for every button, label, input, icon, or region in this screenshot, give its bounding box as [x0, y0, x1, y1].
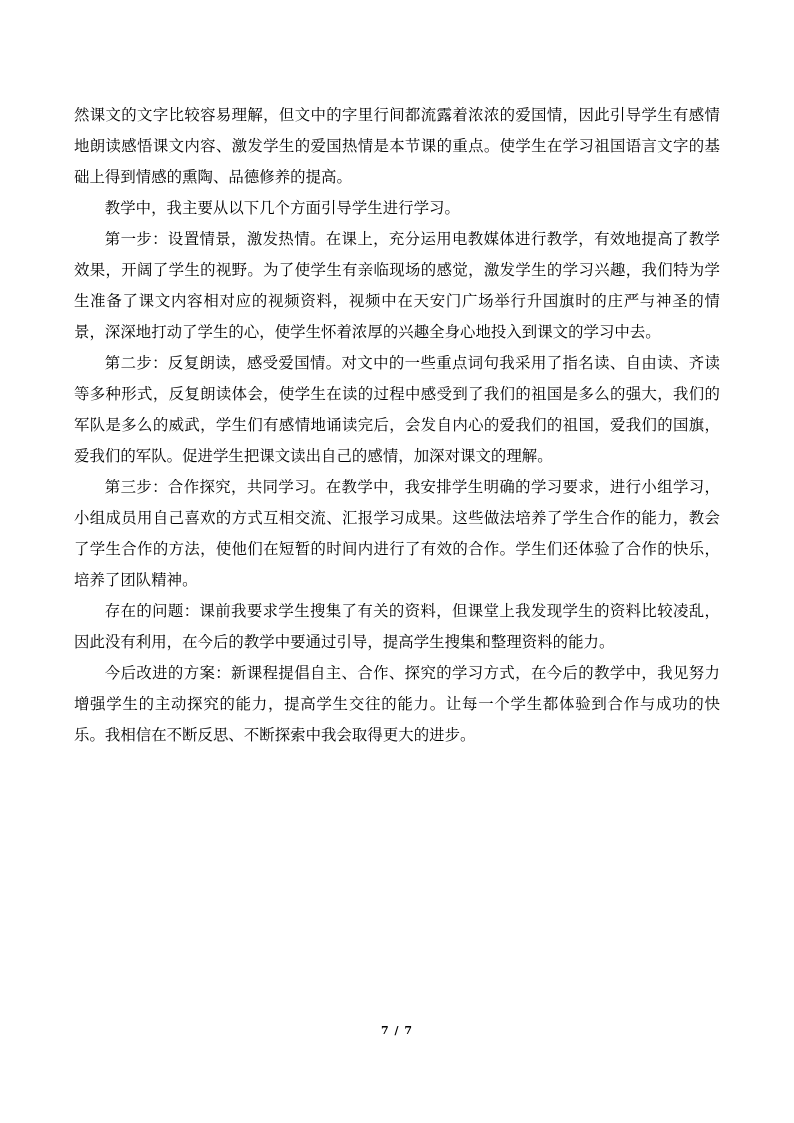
page-number: 7 / 7 [381, 1024, 413, 1037]
paragraph-step-one: 第一步：设置情景，激发热情。在课上，充分运用电教媒体进行教学，有效地提高了教学效果，开阔了学生的视野。为了使学生有亲临现场的感觉，激发学生的学习兴趣，我们特为学生准备了课文内容相对应的视频资料，视频中在天安门广场举行升国旗时的庄严与神圣的情景，深深地打动了学生的心，使学生怀着浓厚的兴趣全身心地投入到课文的学习中去。 [74, 230, 720, 341]
paragraph-continuation: 然课文的文字比较容易理解，但文中的字里行间都流露着浓浓的爱国情，因此引导学生有感情地朗读感悟课文内容、激发学生的爱国热情是本节课的重点。使学生在学习祖国语言文字的基础上得到情感的熏陶、品德修养的提高。 [74, 106, 720, 186]
paragraph-existing-problems: 存在的问题：课前我要求学生搜集了有关的资料，但课堂上我发现学生的资料比较凌乱，因此没有利用，在今后的教学中要通过引导，提高学生搜集和整理资料的能力。 [74, 602, 720, 651]
paragraph-improvement-plan: 今后改进的方案：新课程提倡自主、合作、探究的学习方式，在今后的教学中，我见努力增强学生的主动探究的能力，提高学生交往的能力。让每一个学生都体验到合作与成功的快乐。我相信在不断反思、不断探索中我会取得更大的进步。 [74, 664, 720, 744]
paragraph-step-three: 第三步：合作探究，共同学习。在教学中，我安排学生明确的学习要求，进行小组学习，小组成员用自己喜欢的方式互相交流、汇报学习成果。这些做法培养了学生合作的能力，教会了学生合作的方法，使他们在短暂的时间内进行了有效的合作。学生们还体验了合作的快乐，培养了团队精神。 [74, 478, 720, 589]
paragraph-teaching-intro: 教学中，我主要从以下几个方面引导学生进行学习。 [104, 199, 460, 217]
document-body [74, 100, 720, 751]
paragraph-step-two: 第二步：反复朗读，感受爱国情。对文中的一些重点词句我采用了指名读、自由读、齐读等多种形式，反复朗读体会，使学生在读的过程中感受到了我们的祖国是多么的强大，我们的军队是多么的威武，学生们有感情地诵读完后，会发自内心的爱我们的祖国，爱我们的国旗，爱我们的军队。促进学生把课文读出自己的感情，加深对课文的理解。 [74, 354, 720, 465]
